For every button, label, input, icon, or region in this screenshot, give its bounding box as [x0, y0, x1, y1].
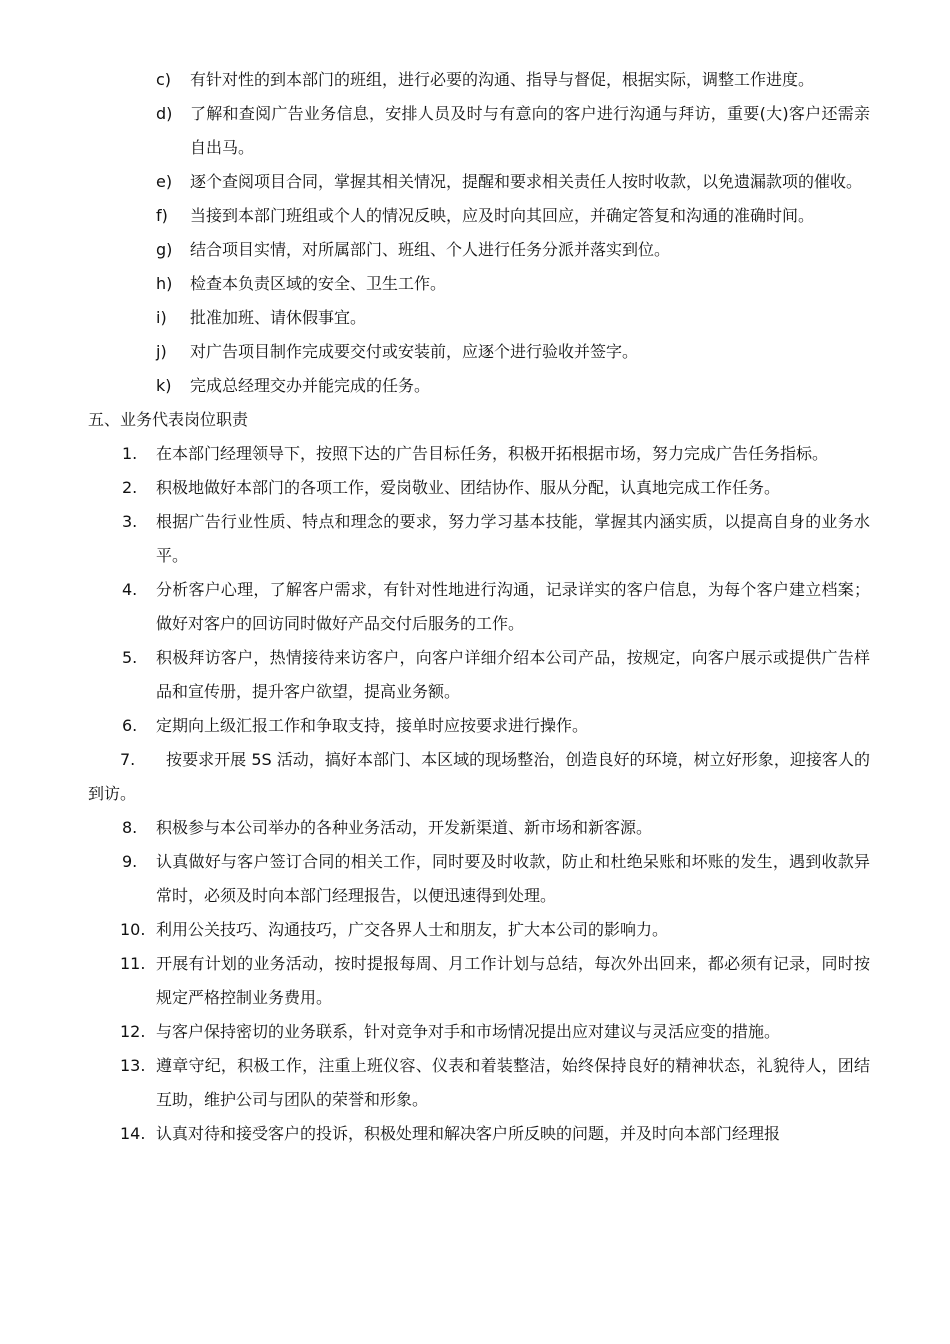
list-item-text: 了解和查阅广告业务信息，安排人员及时与有意向的客户进行沟通与拜访，重要(大)客户还需亲自出马。	[190, 104, 870, 157]
list-item-text: 检查本负责区域的安全、卫生工作。	[190, 274, 447, 293]
list-item-text: 分析客户心理，了解客户需求，有针对性地进行沟通，记录详实的客户信息，为每个客户建立档案；做好对客户的回访同时做好产品交付后服务的工作。	[156, 580, 870, 633]
list-marker: 8.	[122, 818, 138, 837]
list-marker: 4.	[122, 580, 138, 599]
list-item-text: 开展有计划的业务活动，按时提报每周、月工作计划与总结，每次外出回来，都必须有记录，同时按规定严格控制业务费用。	[156, 954, 870, 1007]
list-item-i	[156, 301, 870, 335]
list-marker: 12.	[120, 1022, 146, 1041]
list-marker: 2.	[122, 478, 138, 497]
list-marker: h)	[156, 274, 173, 293]
list-marker: 10.	[120, 920, 146, 939]
list-item-text: 积极拜访客户，热情接待来访客户，向客户详细介绍本公司产品，按规定，向客户展示或提供广告样品和宣传册，提升客户欲望，提高业务额。	[156, 648, 870, 701]
list-marker: 7.	[120, 750, 136, 769]
numbered-item-8	[122, 811, 870, 845]
list-marker: c)	[156, 70, 172, 89]
list-item-j	[156, 335, 870, 369]
list-marker: 3.	[122, 512, 138, 531]
numbered-item-2	[122, 471, 870, 505]
numbered-item-5	[122, 641, 870, 709]
list-item-f	[156, 199, 870, 233]
list-item-k	[156, 369, 870, 403]
numbered-item-12	[120, 1015, 870, 1049]
list-item-text: 有针对性的到本部门的班组，进行必要的沟通、指导与督促，根据实际，调整工作进度。	[190, 70, 815, 89]
list-item-text: 利用公关技巧、沟通技巧，广交各界人士和朋友，扩大本公司的影响力。	[156, 920, 669, 939]
list-marker: 11.	[120, 954, 146, 973]
list-marker: d)	[156, 104, 173, 123]
list-item-text: 遵章守纪，积极工作，注重上班仪容、仪表和着装整洁，始终保持良好的精神状态，礼貌待人，团结互助，维护公司与团队的荣誉和形象。	[156, 1056, 870, 1109]
numbered-item-3	[122, 505, 870, 573]
numbered-item-13	[120, 1049, 870, 1117]
list-marker: 5.	[122, 648, 138, 667]
list-item-text: 积极参与本公司举办的各种业务活动，开发新渠道、新市场和新客源。	[156, 818, 653, 837]
list-item-c	[156, 63, 870, 97]
section-heading: 五、业务代表岗位职责	[88, 410, 249, 429]
list-item-text: 根据广告行业性质、特点和理念的要求，努力学习基本技能，掌握其内涵实质，以提高自身的业务水平。	[156, 512, 870, 565]
list-item-text: 批准加班、请休假事宜。	[190, 308, 367, 327]
list-item-g	[156, 233, 870, 267]
numbered-item-6	[122, 709, 870, 743]
list-item-text: 逐个查阅项目合同，掌握其相关情况，提醒和要求相关责任人按时收款，以免遗漏款项的催收。	[190, 172, 863, 191]
numbered-item-7	[88, 743, 870, 811]
list-item-text: 对广告项目制作完成要交付或安装前，应逐个进行验收并签字。	[190, 342, 639, 361]
list-item-text: 完成总经理交办并能完成的任务。	[190, 376, 431, 395]
numbered-item-14	[120, 1117, 870, 1151]
list-item-text: 结合项目实情，对所属部门、班组、个人进行任务分派并落实到位。	[190, 240, 671, 259]
list-marker: 13.	[120, 1056, 146, 1075]
list-item-text: 积极地做好本部门的各项工作，爱岗敬业、团结协作、服从分配，认真地完成工作任务。	[156, 478, 781, 497]
list-item-text: 认真对待和接受客户的投诉，积极处理和解决客户所反映的问题，并及时向本部门经理报	[156, 1124, 781, 1143]
list-item-text: 与客户保持密切的业务联系，针对竞争对手和市场情况提出应对建议与灵活应变的措施。	[156, 1022, 781, 1041]
list-marker: f)	[156, 206, 168, 225]
list-marker: 6.	[122, 716, 138, 735]
list-marker: 1.	[122, 444, 138, 463]
list-item-text: 在本部门经理领导下，按照下达的广告目标任务，积极开拓根据市场，努力完成广告任务指标。	[156, 444, 829, 463]
numbered-item-9	[122, 845, 870, 913]
list-item-e	[156, 165, 870, 199]
numbered-item-1	[122, 437, 870, 471]
list-marker: 14.	[120, 1124, 146, 1143]
list-item-text: 认真做好与客户签订合同的相关工作，同时要及时收款，防止和杜绝呆账和坏账的发生，遇到收款异常时，必须及时向本部门经理报告，以便迅速得到处理。	[156, 852, 870, 905]
numbered-item-11	[120, 947, 870, 1015]
list-marker: j)	[156, 342, 167, 361]
numbered-item-4	[122, 573, 870, 641]
list-marker: g)	[156, 240, 173, 259]
list-marker: 9.	[122, 852, 138, 871]
list-marker: e)	[156, 172, 173, 191]
list-item-text: 当接到本部门班组或个人的情况反映，应及时向其回应，并确定答复和沟通的准确时间。	[190, 206, 815, 225]
list-marker: k)	[156, 376, 172, 395]
list-marker: i)	[156, 308, 167, 327]
list-item-text: 定期向上级汇报工作和争取支持，接单时应按要求进行操作。	[156, 716, 589, 735]
numbered-item-10	[120, 913, 870, 947]
list-item-d	[156, 97, 870, 165]
list-item-text: 按要求开展 5S 活动，搞好本部门、本区域的现场整治，创造良好的环境，树立好形象，迎接客人的到访。	[88, 750, 870, 803]
list-item-h	[156, 267, 870, 301]
